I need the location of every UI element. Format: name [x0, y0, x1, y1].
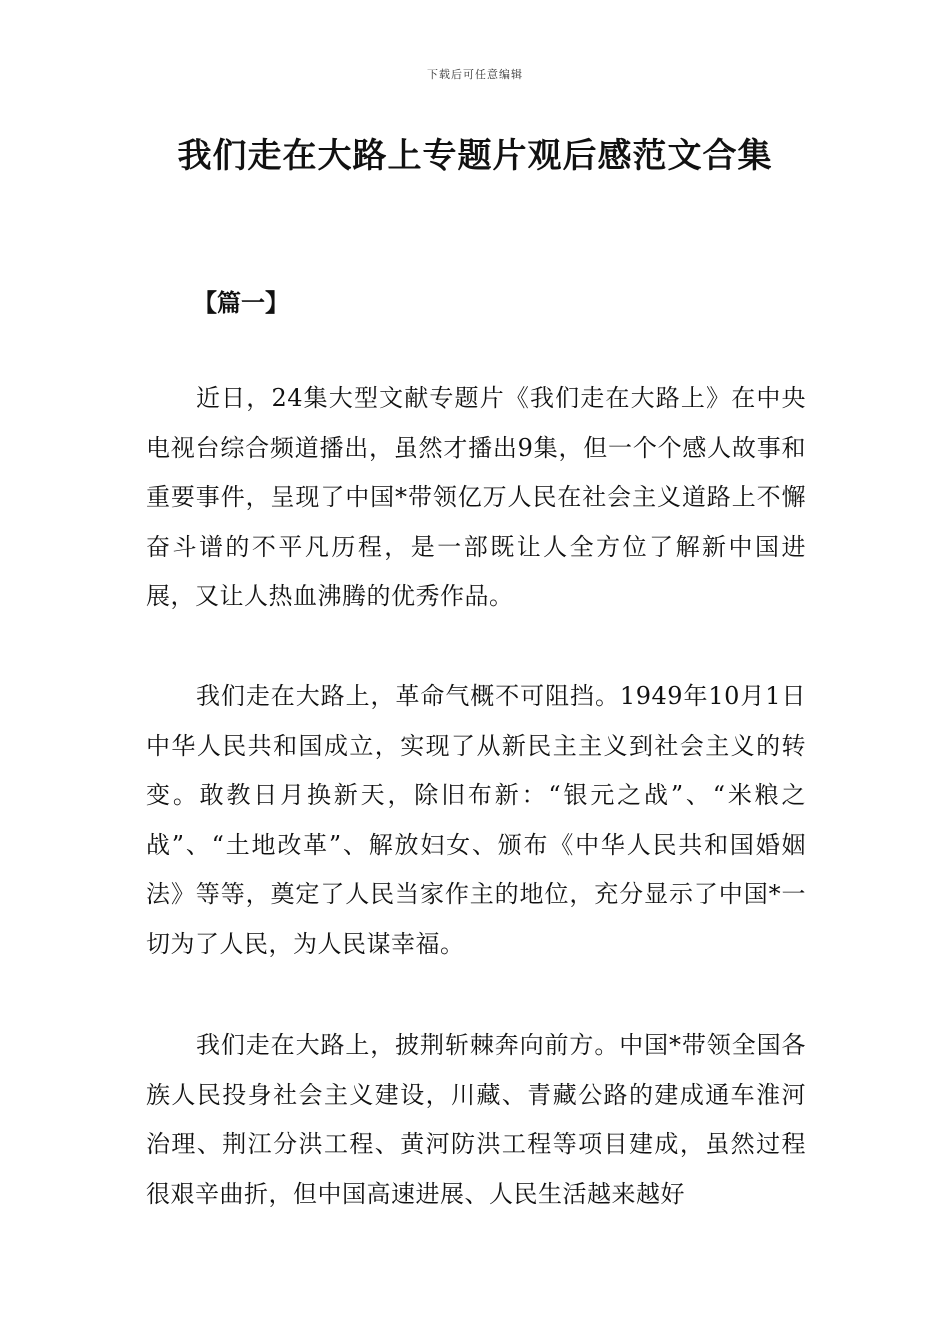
- body-paragraph: 我们走在大路上，披荆斩棘奔向前方。中国*带领全国各族人民投身社会主义建设，川藏、青藏公路的建成通车淮河治理、荆江分洪工程、黄河防洪工程等项目建成，虽然过程很艰辛曲折，但中国高速进展、人民生活越来越好: [146, 1031, 806, 1208]
- document-title: 我们走在大路上专题片观后感范文合集: [177, 136, 773, 176]
- header-note: 下载后可任意编辑: [427, 68, 523, 81]
- body-paragraph: 近日，24集大型文献专题片《我们走在大路上》在中央电视台综合频道播出，虽然才播出9集，但一个个感人故事和重要事件，呈现了中国*带领亿万人民在社会主义道路上不懈奋斗谱的不平凡历程，是一部既让人全方位了解新中国进展，又让人热血沸腾的优秀作品。: [146, 384, 806, 611]
- section-heading: 【篇一】: [193, 289, 289, 317]
- body-paragraph: 我们走在大路上，革命气概不可阻挡。1949年10月1日中华人民共和国成立，实现了从新民主主义到社会主义的转变。敢教日月换新天，除旧布新：“银元之战”、“米粮之战”、“土地改革”、解放妇女、颁布《中华人民共和国婚姻法》等等，奠定了人民当家作主的地位，充分显示了中国*一切为了人民，为人民谋幸福。: [146, 682, 806, 958]
